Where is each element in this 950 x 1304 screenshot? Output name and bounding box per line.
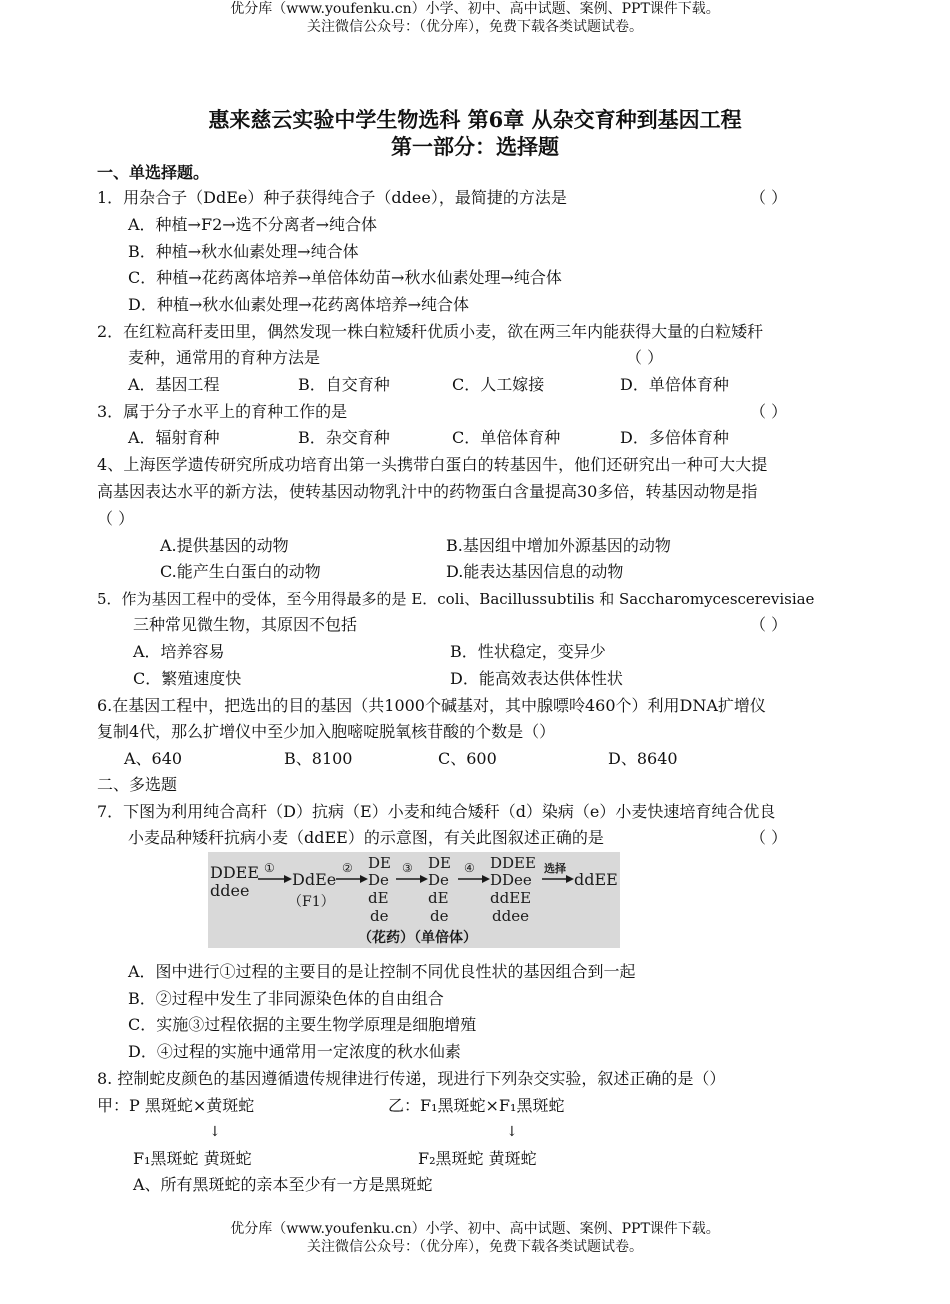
question-3-answer-blank: （ ） [750,402,788,421]
question-7-option-c: C．实施③过程依据的主要生物学原理是细胞增殖 [128,1015,477,1034]
question-7-stem-line-1: 7．下图为利用纯合高秆（D）抗病（E）小麦和纯合矮秆（d）染病（e）小麦快速培育纯合优良 [97,802,776,821]
diagram-step-1: ① [264,861,275,875]
question-2-option-c: C．人工嫁接 [452,375,545,394]
question-5-option-a: A．培养容易 [133,642,225,661]
question-4-answer-blank: （ ） [97,509,135,528]
question-8-option-a: A、所有黑斑蛇的亲本至少有一方是黑斑蛇 [133,1175,433,1194]
question-1-answer-blank: （ ） [750,188,788,207]
question-4-option-d: D.能表达基因信息的动物 [446,562,624,581]
diagram-gamete-3: dE [368,889,389,907]
question-5-option-c: C．繁殖速度快 [133,669,242,688]
question-3-stem: 3．属于分子水平上的育种工作的是 [97,402,348,421]
question-1-option-a: A．种植→F2→选不分离者→纯合体 [128,215,378,234]
diagram-arrowhead-5 [566,875,574,883]
page-title: 惠来慈云实验中学生物选科 第6章 从杂交育种到基因工程 [208,107,742,132]
breeding-diagram [208,852,620,948]
header-line-2: 关注微信公众号：（优分库），免费下载各类试题试卷。 [307,19,643,35]
question-3-option-d: D．多倍体育种 [620,428,729,447]
diagram-diploid-2: DDee [490,871,532,889]
page-subtitle: 第一部分：选择题 [391,134,559,159]
diagram-step-2: ② [342,861,353,875]
question-6-option-a: A、640 [124,749,183,768]
question-5-option-b: B．性状稳定，变异少 [450,642,606,661]
diagram-arrowhead-2 [360,875,368,883]
question-1-option-b: B．种植→秋水仙素处理→纯合体 [128,242,359,261]
question-4-option-b: B.基因组中增加外源基因的动物 [446,536,671,555]
question-4-option-a: A.提供基因的动物 [160,536,289,555]
question-6-option-c: C、600 [438,749,497,768]
diagram-gamete-2: De [368,871,389,889]
question-5-stem-line-2: 三种常见微生物，其原因不包括 [133,615,358,634]
question-8-arrow-yi: ↓ [506,1124,518,1140]
question-8-offspring-jia: F₁黑斑蛇 黄斑蛇 [133,1149,252,1168]
question-6-stem-line-2: 复制4代，那么扩增仪中至少加入胞嘧啶脱氧核苷酸的个数是（） [97,722,556,741]
question-7-answer-blank: （ ） [750,828,788,847]
diagram-step-4: ④ [464,861,475,875]
diagram-gamete-4: de [370,907,389,925]
question-4-stem-line-2: 高基因表达水平的新方法，使转基因动物乳汁中的药物蛋白含量提高30多倍，转基因动物是指 [97,482,758,501]
question-7-stem-line-2: 小麦品种矮秆抗病小麦（ddEE）的示意图，有关此图叙述正确的是 [128,828,604,847]
question-5-answer-blank: （ ） [750,615,788,634]
diagram-haploid-1: DE [428,854,451,872]
diagram-diploid-4: ddee [492,907,529,925]
diagram-arrowhead-4 [482,875,490,883]
diagram-result: ddEE [574,870,618,889]
question-7-option-d: D．④过程的实施中通常用一定浓度的秋水仙素 [128,1042,461,1061]
question-6-option-b: B、8100 [284,749,353,768]
footer-line-1: 优分库（www.youfenku.cn）小学、初中、高中试题、案例、PPT课件下载。 [230,1221,720,1237]
question-3-option-a: A．辐射育种 [128,428,220,447]
diagram-f1-label: （F1） [288,894,335,910]
footer-line-2: 关注微信公众号：（优分库），免费下载各类试题试卷。 [307,1239,643,1255]
question-8-offspring-yi: F₂黑斑蛇 黄斑蛇 [418,1149,537,1168]
diagram-parent-1: DDEE [210,863,260,882]
diagram-select-label: 选择 [544,862,566,875]
question-3-option-b: B．杂交育种 [298,428,390,447]
question-8-cross-yi: 乙：F₁黑斑蛇×F₁黑斑蛇 [388,1096,565,1115]
question-2-option-a: A．基因工程 [128,375,220,394]
diagram-parent-2: ddee [210,881,250,900]
diagram-gamete-1: DE [368,854,391,872]
header-line-1: 优分库（www.youfenku.cn）小学、初中、高中试题、案例、PPT课件下载。 [230,1,720,17]
question-5-option-d: D．能高效表达供体性状 [450,669,623,688]
diagram-f1: DdEe [292,870,337,889]
question-2-option-d: D．单倍体育种 [620,375,729,394]
question-2-stem-line-1: 2．在红粒高秆麦田里，偶然发现一株白粒矮秆优质小麦，欲在两三年内能获得大量的白粒矮秆 [97,322,764,341]
section-heading-single-choice: 一、单选择题。 [97,163,210,182]
question-2-option-b: B．自交育种 [298,375,390,394]
question-8-cross-jia: 甲：P 黑斑蛇×黄斑蛇 [97,1096,255,1115]
question-1-option-c: C．种植→花药离体培养→单倍体幼苗→秋水仙素处理→纯合体 [128,268,562,287]
diagram-haploid-2: De [428,871,449,889]
question-4-stem-line-1: 4、上海医学遗传研究所成功培育出第一头携带白蛋白的转基因牛，他们还研究出一种可大大提 [97,455,768,474]
question-1-option-d: D．种植→秋水仙素处理→花药离体培养→纯合体 [128,295,470,314]
question-5-stem-line-1: 5．作为基因工程中的受体，至今用得最多的是 E．coli、Bacillussubtilis 和 Saccharomycescerevisiae [97,590,815,608]
diagram-diploid-1: DDEE [490,854,536,872]
question-2-answer-blank: （ ） [626,348,664,367]
diagram-arrowhead-3 [420,875,428,883]
question-8-stem: 8. 控制蛇皮颜色的基因遵循遗传规律进行传递，现进行下列杂交实验，叙述正确的是（） [97,1069,726,1088]
question-6-option-d: D、8640 [608,749,678,768]
diagram-haploid-3: dE [428,889,449,907]
question-7-option-a: A．图中进行①过程的主要目的是让控制不同优良性状的基因组合到一起 [128,962,636,981]
diagram-caption: （花药）（单倍体） [358,930,477,946]
question-8-arrow-jia: ↓ [209,1124,221,1140]
diagram-diploid-3: ddEE [490,889,532,907]
section-heading-multi-choice: 二、多选题 [97,775,178,794]
diagram-step-3: ③ [402,861,413,875]
diagram-haploid-4: de [430,907,449,925]
question-6-stem-line-1: 6.在基因工程中，把选出的目的基因（共1000个碱基对，其中腺嘌呤460个）利用DNA扩增仪 [97,696,766,715]
breeding-diagram-svg [208,852,620,948]
question-3-option-c: C．单倍体育种 [452,428,561,447]
question-7-option-b: B．②过程中发生了非同源染色体的自由组合 [128,989,444,1008]
question-4-option-c: C.能产生白蛋白的动物 [160,562,321,581]
question-1-stem: 1．用杂合子（DdEe）种子获得纯合子（ddee），最简捷的方法是 [97,188,567,207]
question-2-stem-line-2: 麦种，通常用的育种方法是 [128,348,321,367]
diagram-arrowhead-1 [284,875,292,883]
